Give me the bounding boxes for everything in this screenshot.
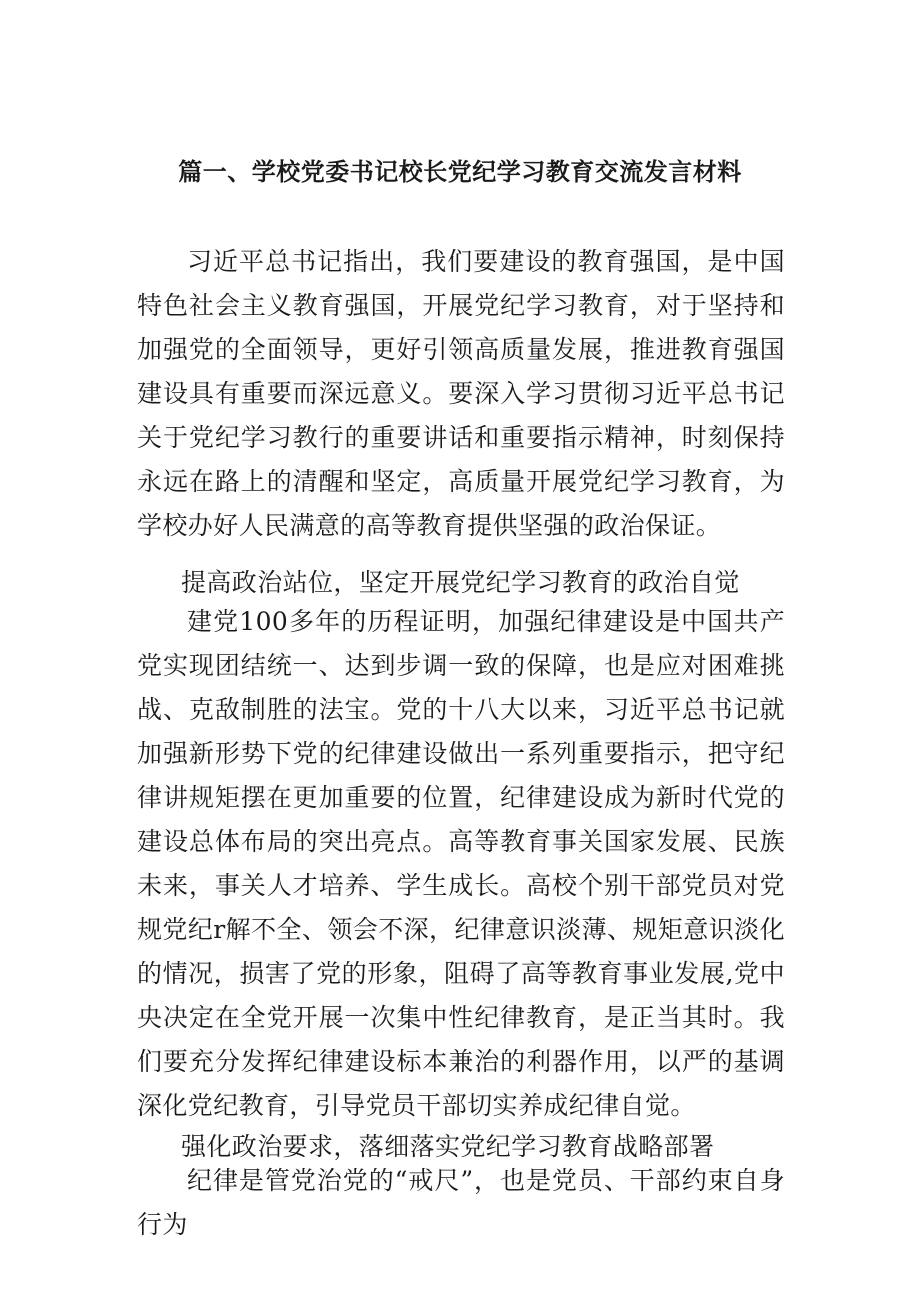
section-heading: 强化政治要求，落细落实党纪学习教育战略部署	[181, 1132, 715, 1161]
body-paragraph: 习近平总书记指出，我们要建设的教育强国，是中国特色社会主义教育强国，开展党纪学习教育，对于坚持和加强党的全面领导，更好引领高质量发展，推进教育强国建设具有重要而深远意义。要深入学习贯彻习近平总书记关于党纪学习教行的重要讲话和重要指示精神，时刻保持永远在路上的清醒和坚定，高质量开展党纪学习教育，为学校办好人民满意的高等教育提供坚强的政治保证。	[137, 247, 785, 540]
document-title: 篇一、学校党委书记校长党纪学习教育交流发言材料	[178, 157, 742, 186]
section-heading: 提高政治站位，坚定开展党纪学习教育的政治自觉	[181, 568, 740, 597]
body-paragraph: 纪律是管党治党的“戒尺”，也是党员、干部约束自身行为	[137, 1166, 785, 1239]
body-paragraph: 建党100多年的历程证明，加强纪律建设是中国共产党实现团结统一、达到步调一致的保障，也是应对困难挑战、克敌制胜的法宝。党的十八大以来，习近平总书记就加强新形势下党的纪律建设做出一系列重要指示，把守纪律讲规矩摆在更加重要的位置，纪律建设成为新时代党的建设总体布局的突出亮点。高等教育事关国家发展、民族未来，事关人才培养、学生成长。高校个别干部党员对党规党纪r解不全、领会不深，纪律意识淡薄、规矩意识淡化的情况，损害了党的形象，阻碍了高等教育事业发展,党中央决定在全党开展一次集中性纪律教育，是正当其时。我们要充分发挥纪律建设标本兼治的利器作用，以严的基调深化党纪教育，引导党员干部切实养成纪律自觉。	[137, 607, 785, 1120]
